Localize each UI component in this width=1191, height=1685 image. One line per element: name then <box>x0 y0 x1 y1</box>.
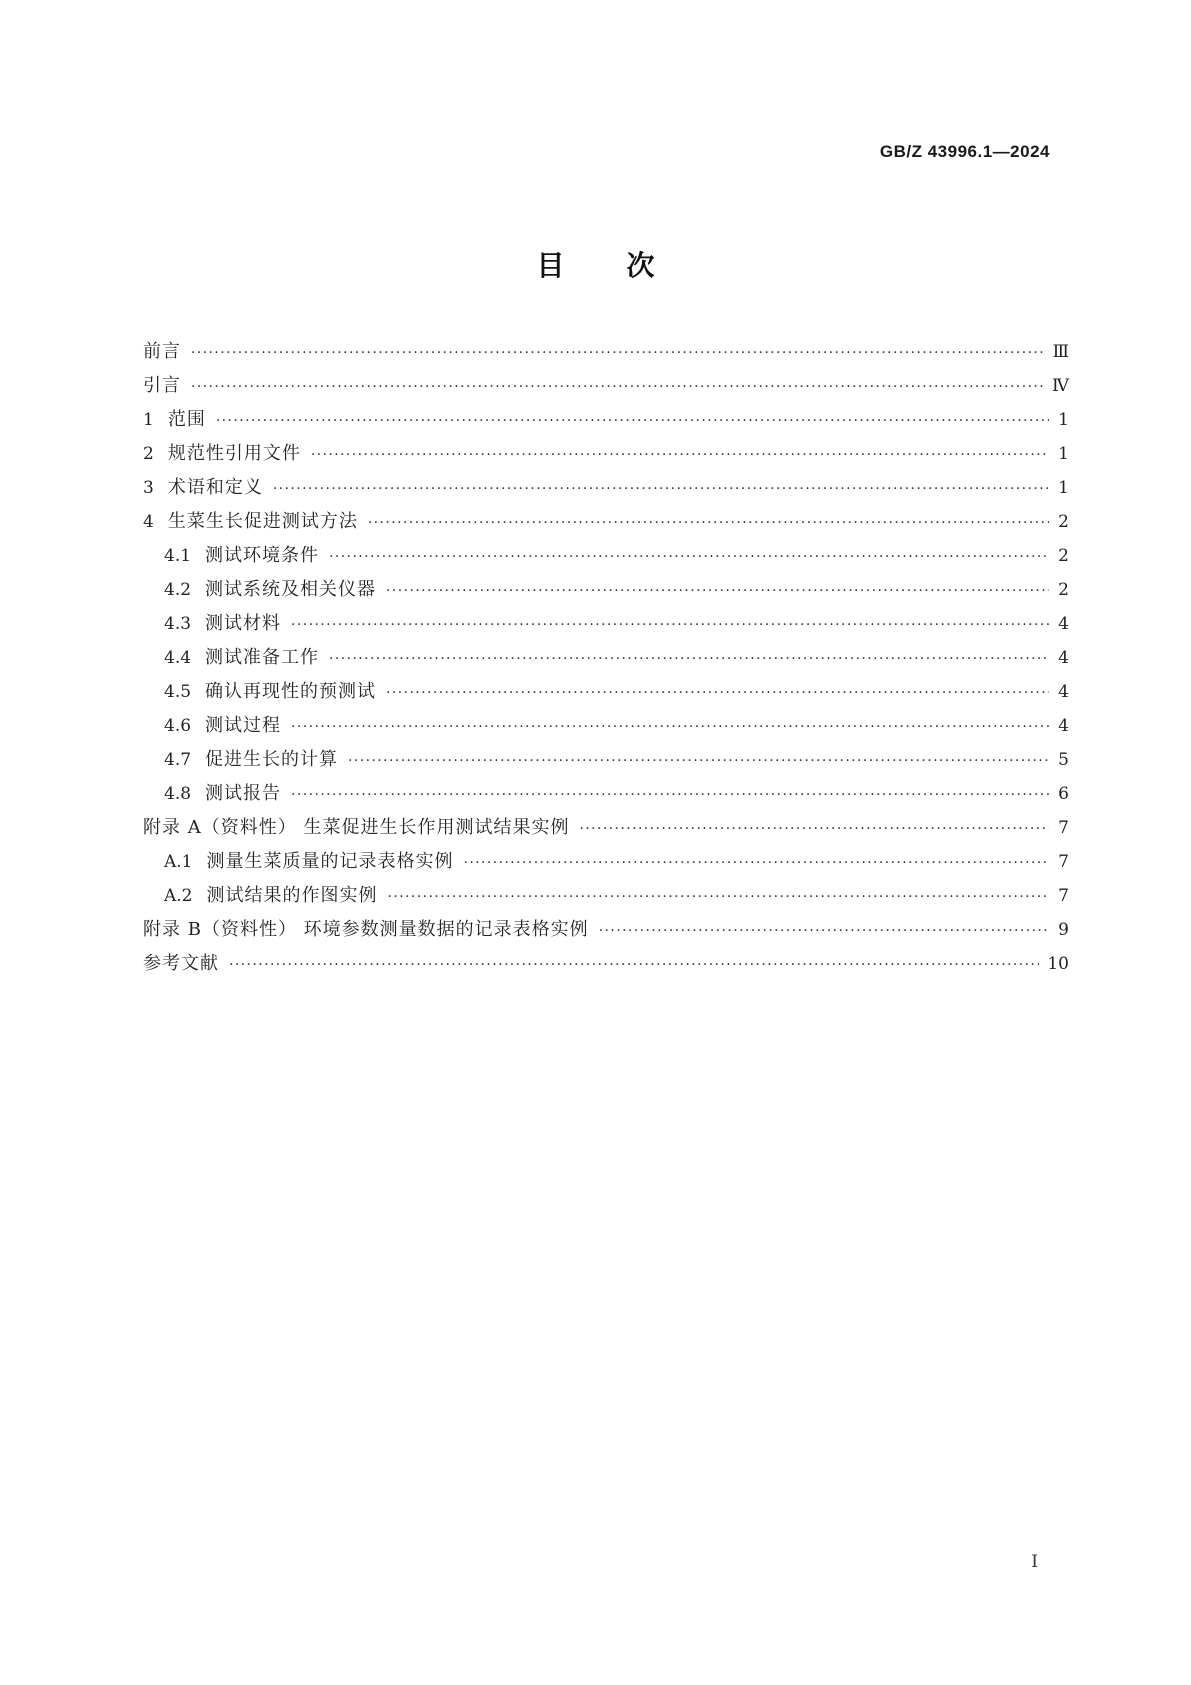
toc-entry-label: 4.6 测试过程 <box>164 715 282 736</box>
toc-page-ref: 2 <box>1058 580 1069 600</box>
leader-dots <box>329 645 1049 673</box>
leader-dots <box>599 917 1049 945</box>
toc-page-ref: 4 <box>1058 716 1069 736</box>
toc-entry-label: 4.3 测试材料 <box>164 613 282 634</box>
toc-page-ref: 7 <box>1058 886 1069 906</box>
toc-entry-label: 参考文献 <box>143 953 219 974</box>
toc-entry-4-7[interactable] <box>164 746 1069 774</box>
toc-page-ref: 7 <box>1058 852 1069 872</box>
leader-dots <box>386 679 1049 707</box>
leader-dots <box>291 611 1049 639</box>
toc-entry-a-2[interactable] <box>164 882 1069 910</box>
toc-entry-label: 4.8 测试报告 <box>164 783 282 804</box>
leader-dots <box>216 407 1049 435</box>
toc-entry-label: 前言 <box>143 341 181 362</box>
leader-dots <box>191 373 1044 401</box>
leader-dots <box>229 951 1039 979</box>
leader-dots <box>386 577 1049 605</box>
toc-page-ref: 2 <box>1058 546 1069 566</box>
toc-entry-2[interactable] <box>143 440 1069 468</box>
leader-dots <box>348 747 1049 775</box>
toc-entry-4-2[interactable] <box>164 576 1069 604</box>
toc-entry-label: A.1 测量生菜质量的记录表格实例 <box>164 851 454 872</box>
toc-entry-1[interactable] <box>143 406 1069 434</box>
toc-entry-4-4[interactable] <box>164 644 1069 672</box>
toc-entry-4-8[interactable] <box>164 780 1069 808</box>
leader-dots <box>191 339 1045 367</box>
toc-page-ref: 2 <box>1058 512 1069 532</box>
toc-entry-label: 4.5 确认再现性的预测试 <box>164 681 377 702</box>
leader-dots <box>464 849 1050 877</box>
toc-page-ref: 4 <box>1058 614 1069 634</box>
toc-entry-introduction[interactable] <box>143 372 1069 400</box>
toc-entry-4-5[interactable] <box>164 678 1069 706</box>
leader-dots <box>291 713 1049 741</box>
leader-dots <box>273 475 1049 503</box>
toc-page-ref: 1 <box>1058 444 1069 464</box>
standard-code: GB/Z 43996.1—2024 <box>879 142 1050 161</box>
toc-entry-4-3[interactable] <box>164 610 1069 638</box>
toc-entry-4-1[interactable] <box>164 542 1069 570</box>
toc-page-ref: 4 <box>1058 682 1069 702</box>
toc-page-ref: 7 <box>1058 818 1069 838</box>
leader-dots <box>329 543 1049 571</box>
toc-entry-label: 3 术语和定义 <box>143 477 263 498</box>
toc-entry-appendix-b[interactable] <box>143 916 1069 944</box>
leader-dots <box>368 509 1049 537</box>
toc-entry-label: 4.4 测试准备工作 <box>164 647 320 668</box>
toc-entry-4-6[interactable] <box>164 712 1069 740</box>
leader-dots <box>579 815 1049 843</box>
toc-entry-references[interactable] <box>143 950 1069 978</box>
leader-dots <box>388 883 1050 911</box>
toc-entry-a-1[interactable] <box>164 848 1069 876</box>
leader-dots <box>291 781 1049 809</box>
toc-entry-label: 4.7 促进生长的计算 <box>164 749 339 770</box>
toc-page-ref: 5 <box>1058 750 1069 770</box>
toc-entry-4[interactable] <box>143 508 1069 536</box>
toc-entry-label: 4.1 测试环境条件 <box>164 545 320 566</box>
toc-entry-foreword[interactable] <box>143 338 1069 366</box>
toc-entry-label: 引言 <box>143 375 181 396</box>
toc-entry-label: A.2 测试结果的作图实例 <box>164 885 378 906</box>
toc-entry-label: 2 规范性引用文件 <box>143 443 301 464</box>
toc-page-ref: Ⅳ <box>1052 376 1069 396</box>
toc-page-ref: 10 <box>1047 954 1069 974</box>
toc-page-ref: 1 <box>1058 410 1069 430</box>
leader-dots <box>311 441 1049 469</box>
toc-entry-label: 附录 A（资料性） 生菜促进生长作用测试结果实例 <box>143 817 570 838</box>
toc-page-ref: Ⅲ <box>1052 342 1069 362</box>
toc-entry-label: 附录 B（资料性） 环境参数测量数据的记录表格实例 <box>143 919 589 940</box>
toc-page-ref: 9 <box>1058 920 1069 940</box>
toc-entry-appendix-a[interactable] <box>143 814 1069 842</box>
page-number: I <box>1031 1552 1038 1572</box>
toc-page-ref: 1 <box>1058 478 1069 498</box>
toc-page-ref: 6 <box>1058 784 1069 804</box>
toc-page-ref: 4 <box>1058 648 1069 668</box>
page-title: 目次 <box>536 249 717 282</box>
toc-entry-label: 1 范围 <box>143 409 206 430</box>
toc-entry-3[interactable] <box>143 474 1069 502</box>
toc-entry-label: 4 生菜生长促进测试方法 <box>143 511 358 532</box>
toc-entry-label: 4.2 测试系统及相关仪器 <box>164 579 377 600</box>
